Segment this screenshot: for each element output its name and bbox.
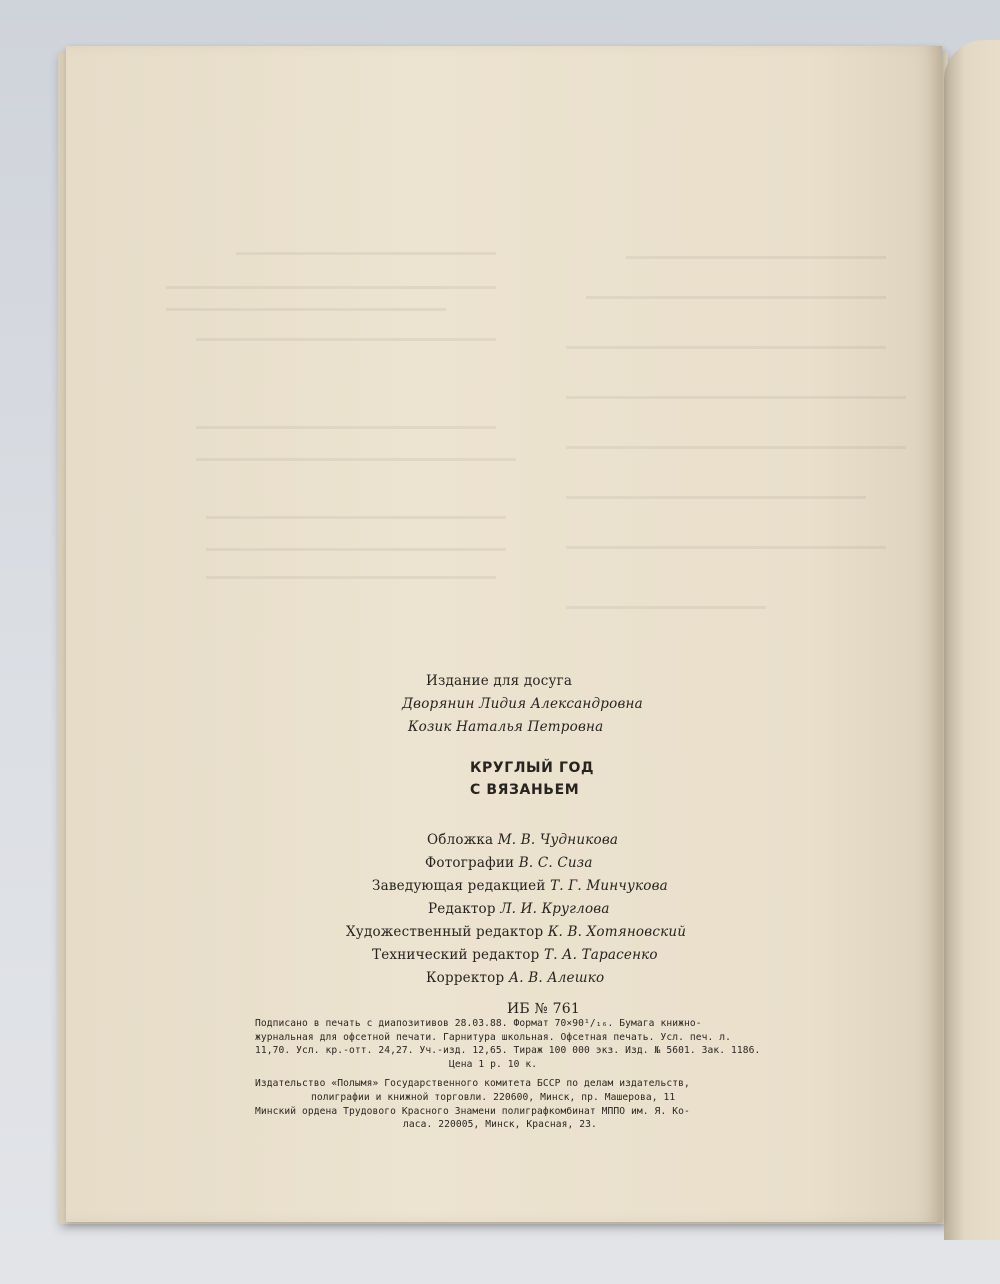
credit-line (240, 852, 830, 875)
show-through-line (566, 346, 886, 349)
credit-role: Художественный редактор (346, 924, 544, 940)
show-through-line (566, 396, 906, 399)
series-label: Издание для досуга (426, 673, 573, 689)
credit-name: А. В. Алешко (508, 970, 605, 986)
show-through-line (566, 546, 886, 549)
imprint-line: Издательство «Полымя» Государственного комитета БССР по делам издательств, (255, 1078, 690, 1090)
credit-line (240, 898, 830, 921)
credit-name: К. В. Хотяновский (547, 924, 687, 940)
imprint-line: Минский ордена Трудового Красного Знамени полиграфкомбинат МППО им. Я. Ко- (255, 1105, 690, 1117)
imprint-line: Цена 1 р. 10 к. (449, 1058, 538, 1070)
show-through-line (566, 606, 766, 609)
credit-role: Фотографии (425, 855, 515, 871)
credit-name: В. С. Сиза (518, 855, 593, 871)
show-through-line (196, 338, 496, 341)
show-through-line (166, 308, 446, 311)
show-through-line (566, 496, 866, 499)
facing-page-edge (944, 40, 1000, 1240)
show-through-line (586, 296, 886, 299)
credit-name: Л. И. Круглова (500, 901, 610, 917)
credit-line (240, 875, 830, 898)
credit-role: Обложка (427, 832, 494, 848)
show-through-line (206, 516, 506, 519)
credit-line (240, 921, 830, 944)
show-through-line (166, 286, 496, 289)
show-through-line (196, 458, 516, 461)
credit-name: Т. Г. Минчукова (550, 878, 668, 894)
imprint-block (255, 1017, 800, 1132)
book-title-line: С ВЯЗАНЬЕМ (470, 782, 580, 798)
serial-number: ИБ № 761 (507, 1001, 580, 1017)
credit-role: Корректор (426, 970, 505, 986)
book-title-line: КРУГЛЫЙ ГОД (470, 760, 595, 776)
show-through-line (206, 548, 506, 551)
show-through-line (626, 256, 886, 259)
imprint-line: Подписано в печать с диапозитивов 28.03.88. Формат 70×90¹/₁₆. Бумага книжно- (255, 1018, 702, 1029)
show-through-line (206, 576, 496, 579)
imprint-line: 11,70. Усл. кр.-отт. 24,27. Уч.-изд. 12,65. Тираж 100 000 экз. Изд. № 5601. Зак. 1186. (255, 1045, 761, 1057)
author-name: Козик Наталья Петровна (408, 719, 604, 735)
show-through-line (196, 426, 496, 429)
imprint-line: журнальная для офсетной печати. Гарнитура школьная. Офсетная печать. Усл. печ. л. (255, 1031, 731, 1043)
credit-name: Т. А. Тарасенко (543, 947, 658, 963)
credit-name: М. В. Чудникова (497, 832, 619, 848)
credit-role: Редактор (428, 901, 496, 917)
imprint-line: ласа. 220005, Минск, Красная, 23. (403, 1119, 597, 1131)
credit-role: Заведующая редакцией (372, 878, 546, 894)
colophon (240, 670, 830, 1021)
credit-line (240, 829, 830, 852)
author-name: Дворянин Лидия Александровна (402, 696, 643, 712)
credit-role: Технический редактор (372, 947, 540, 963)
show-through-line (236, 252, 496, 255)
credit-line (240, 967, 830, 990)
credit-line (240, 944, 830, 967)
imprint-line: полиграфии и книжной торговли. 220600, Минск, пр. Машерова, 11 (311, 1091, 676, 1103)
show-through-line (566, 446, 906, 449)
